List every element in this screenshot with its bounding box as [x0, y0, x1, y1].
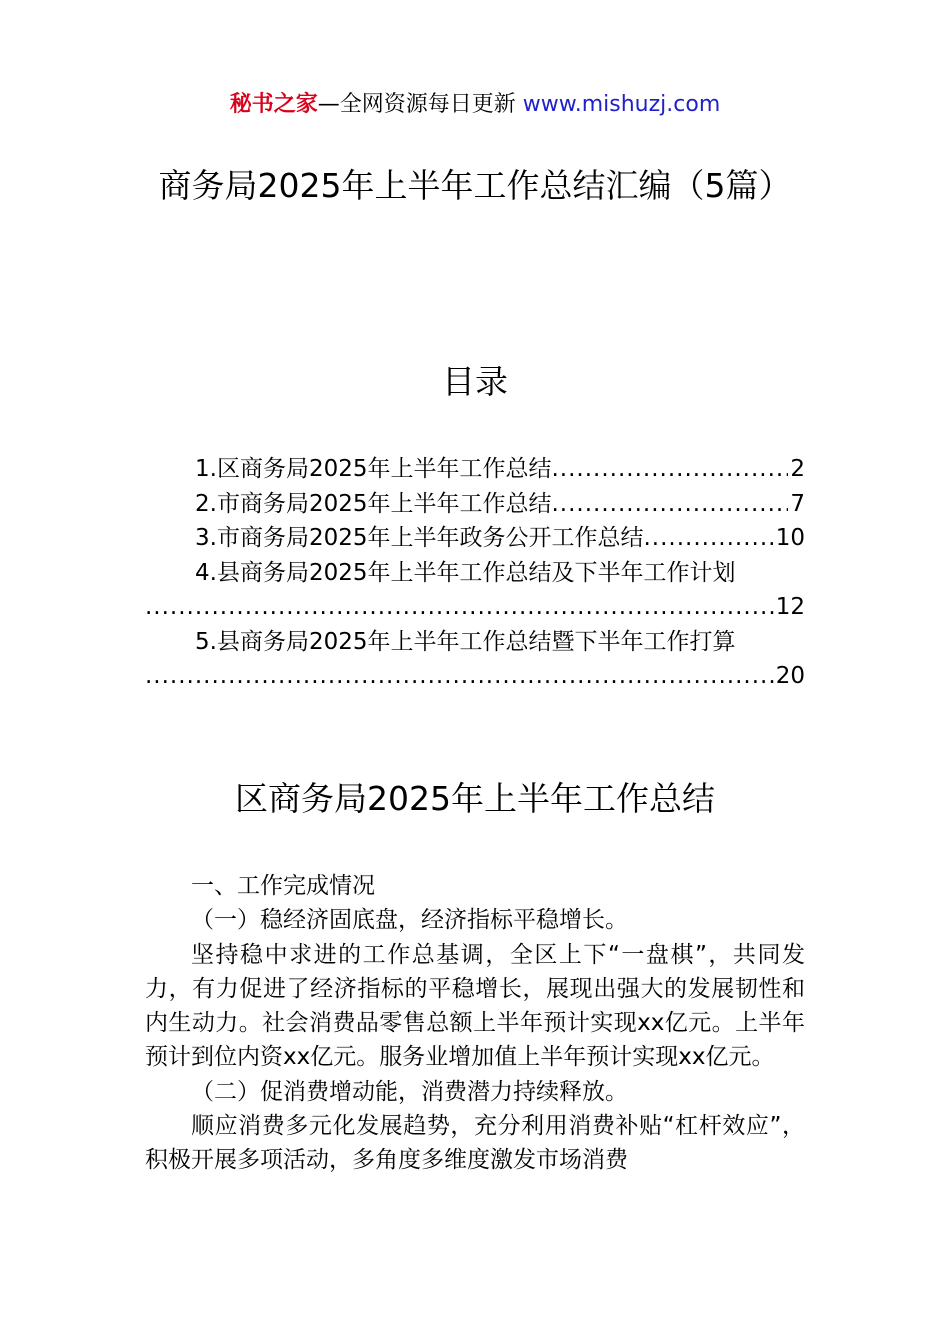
toc-entry-text: 3.市商务局2025年上半年政务公开工作总结 — [195, 525, 644, 551]
toc-entry-2[interactable] — [145, 487, 805, 522]
body-paragraph: 坚持稳中求进的工作总基调，全区上下“一盘棋”，共同发力，有力促进了经济指标的平稳增长，展现出强大的发展韧性和内生动力。社会消费品零售总额上半年预计实现xx亿元。上半年预计到位内资xx亿元。服务业增加值上半年预计实现xx亿元。 — [145, 941, 805, 1071]
toc-leader-dots — [643, 521, 773, 556]
site-slogan: —全网资源每日更新 — [317, 92, 516, 117]
body-paragraph: 一、工作完成情况 — [191, 873, 375, 899]
toc-leader-dots — [145, 590, 774, 625]
toc-page-number: 20 — [775, 663, 805, 689]
toc-page-number: 2 — [790, 456, 805, 482]
body-paragraph: 顺应消费多元化发展趋势，充分利用消费补贴“杠杆效应”，积极开展多项活动，多角度多维度激发市场消费 — [145, 1113, 805, 1174]
body-paragraph: （二）促消费增动能，消费潜力持续释放。 — [191, 1078, 628, 1105]
document-title: 商务局2025年上半年工作总结汇编（5篇） — [158, 166, 792, 205]
toc-leader-dots — [551, 487, 788, 522]
section-title: 区商务局2025年上半年工作总结 — [235, 779, 715, 818]
toc-entry-5[interactable] — [145, 625, 805, 694]
toc-entry-4[interactable] — [145, 556, 805, 625]
body-paragraph: （一）稳经济固底盘，经济指标平稳增长。 — [191, 907, 628, 934]
toc-entry-text: 5.县商务局2025年上半年工作总结暨下半年工作打算 — [195, 628, 736, 655]
section-body — [145, 869, 805, 1178]
toc-leader-dots — [551, 452, 788, 487]
toc-page-number: 10 — [775, 525, 805, 551]
toc-page-number: 7 — [790, 490, 805, 517]
site-header — [0, 88, 950, 122]
table-of-contents — [145, 452, 805, 694]
toc-heading: 目录 — [442, 362, 508, 401]
toc-leader-dots — [145, 659, 774, 694]
toc-page-number: 12 — [775, 594, 805, 620]
toc-entry-text: 2.市商务局2025年上半年工作总结 — [195, 490, 552, 517]
toc-entry-text: 4.县商务局2025年上半年工作总结及下半年工作计划 — [195, 559, 736, 586]
site-url-link[interactable]: www.mishuzj.com — [522, 92, 721, 117]
toc-entry-1[interactable] — [145, 452, 805, 487]
brand-name: 秘书之家 — [229, 92, 318, 117]
toc-entry-3[interactable] — [145, 521, 805, 556]
toc-entry-text: 1.区商务局2025年上半年工作总结 — [195, 456, 552, 482]
